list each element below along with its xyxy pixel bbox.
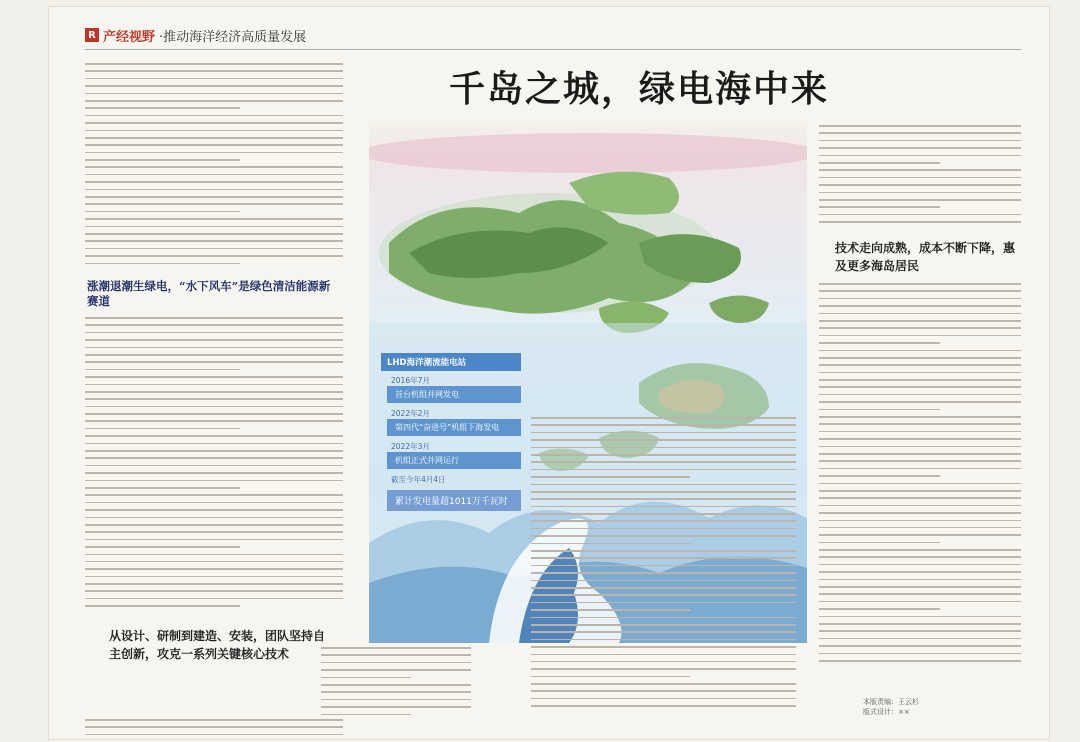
text-line bbox=[85, 428, 240, 430]
text-line bbox=[321, 677, 411, 679]
text-line bbox=[85, 502, 343, 504]
timeline-item: 2022年3月 机组正式并网运行 bbox=[381, 441, 521, 469]
text-line bbox=[819, 490, 1021, 492]
text-line bbox=[85, 115, 343, 117]
text-line bbox=[819, 162, 940, 164]
text-line bbox=[85, 539, 343, 541]
text-line bbox=[819, 184, 1021, 186]
editor-credits bbox=[863, 697, 919, 717]
text-line bbox=[819, 423, 1021, 425]
text-line bbox=[819, 453, 1021, 455]
text-line bbox=[819, 623, 1021, 625]
text-line bbox=[531, 469, 796, 471]
right-column-text-2 bbox=[819, 283, 1021, 667]
text-line bbox=[85, 509, 343, 511]
text-line bbox=[321, 647, 471, 649]
text-line bbox=[819, 645, 1021, 647]
text-line bbox=[85, 734, 343, 736]
text-line bbox=[819, 147, 1021, 149]
text-line bbox=[531, 594, 796, 596]
text-line bbox=[85, 531, 343, 533]
text-line bbox=[819, 305, 1021, 307]
text-line bbox=[819, 416, 1021, 418]
text-line bbox=[819, 446, 1021, 448]
newspaper-page bbox=[48, 6, 1050, 740]
middle-left-text bbox=[321, 647, 471, 721]
text-line bbox=[85, 354, 343, 356]
text-line bbox=[85, 152, 343, 154]
text-line bbox=[85, 218, 343, 220]
text-line bbox=[531, 698, 796, 700]
text-line bbox=[85, 494, 343, 496]
text-line bbox=[531, 447, 796, 449]
text-line bbox=[531, 454, 796, 456]
text-line bbox=[321, 662, 471, 664]
text-line bbox=[819, 350, 1021, 352]
text-line bbox=[85, 211, 240, 213]
text-line bbox=[531, 602, 796, 604]
milestone-timeline bbox=[381, 353, 521, 516]
text-line bbox=[819, 512, 1021, 514]
text-line bbox=[85, 472, 343, 474]
text-line bbox=[85, 413, 343, 415]
text-line bbox=[531, 461, 796, 463]
text-line bbox=[85, 561, 343, 563]
text-line bbox=[85, 137, 343, 139]
text-line bbox=[85, 189, 343, 191]
text-line bbox=[85, 196, 343, 198]
text-line bbox=[531, 491, 796, 493]
text-line bbox=[819, 386, 1021, 388]
text-line bbox=[531, 543, 690, 545]
text-line bbox=[819, 379, 1021, 381]
text-line bbox=[85, 457, 343, 459]
text-line bbox=[819, 214, 1021, 216]
text-line bbox=[819, 192, 1021, 194]
editor-line: 版式设计：×× bbox=[863, 708, 910, 716]
text-line bbox=[85, 450, 343, 452]
text-line bbox=[85, 255, 343, 257]
text-line bbox=[531, 417, 796, 419]
text-line bbox=[85, 598, 343, 600]
text-line bbox=[85, 376, 343, 378]
text-line bbox=[531, 676, 690, 678]
text-line bbox=[85, 517, 343, 519]
text-line bbox=[85, 317, 343, 319]
text-line bbox=[85, 240, 343, 242]
editor-line: 本版责编：王云杉 bbox=[863, 698, 919, 706]
text-line bbox=[819, 206, 940, 208]
text-line bbox=[531, 617, 796, 619]
text-line bbox=[85, 480, 343, 482]
text-line bbox=[531, 609, 690, 611]
text-line bbox=[819, 483, 1021, 485]
text-line bbox=[819, 593, 1021, 595]
section-name: 产经视野 bbox=[103, 29, 156, 45]
timeline-item: 2022年2月 第四代“奋进号”机组下海发电 bbox=[381, 408, 521, 436]
text-line bbox=[531, 550, 796, 552]
text-line bbox=[85, 487, 240, 489]
text-line bbox=[85, 605, 240, 607]
text-line bbox=[85, 107, 240, 109]
text-line bbox=[85, 248, 343, 250]
text-line bbox=[85, 369, 240, 371]
text-line bbox=[531, 668, 796, 670]
text-line bbox=[85, 85, 343, 87]
right-column-text bbox=[819, 125, 1021, 228]
subhead-tide-power: 涨潮退潮生绿电，“水下风车”是绿色清洁能源新赛道 bbox=[87, 279, 331, 308]
text-line bbox=[819, 140, 1021, 142]
text-line bbox=[531, 506, 796, 508]
subhead-maturity: 技术走向成熟，成本不断下降，惠及更多海岛居民 bbox=[835, 241, 1016, 273]
text-line bbox=[531, 498, 796, 500]
text-line bbox=[85, 226, 343, 228]
text-line bbox=[531, 424, 796, 426]
text-line bbox=[85, 78, 343, 80]
text-line bbox=[85, 332, 343, 334]
middle-column-text bbox=[531, 417, 796, 713]
text-line bbox=[85, 583, 343, 585]
text-line bbox=[85, 339, 343, 341]
text-line bbox=[819, 221, 1021, 223]
text-line bbox=[531, 439, 796, 441]
text-line bbox=[819, 527, 1021, 529]
text-line bbox=[85, 524, 343, 526]
text-line bbox=[819, 630, 1021, 632]
text-line bbox=[531, 484, 796, 486]
section-header bbox=[85, 25, 306, 45]
text-line bbox=[531, 535, 796, 537]
text-line bbox=[819, 564, 1021, 566]
text-line bbox=[819, 608, 940, 610]
text-line bbox=[819, 290, 1021, 292]
text-line bbox=[819, 431, 1021, 433]
text-line bbox=[531, 572, 796, 574]
left-column-text bbox=[85, 63, 343, 270]
text-line bbox=[321, 706, 471, 708]
text-line bbox=[819, 586, 1021, 588]
text-line bbox=[819, 125, 1021, 127]
text-line bbox=[819, 556, 1021, 558]
text-line bbox=[819, 401, 1021, 403]
text-line bbox=[819, 534, 1021, 536]
text-line bbox=[85, 63, 343, 65]
text-line bbox=[819, 542, 940, 544]
text-line bbox=[819, 579, 1021, 581]
text-line bbox=[819, 460, 1021, 462]
timeline-item: 2016年7月 首台机组并网发电 bbox=[381, 375, 521, 403]
text-line bbox=[531, 624, 796, 626]
text-line bbox=[819, 357, 1021, 359]
text-line bbox=[819, 601, 1021, 603]
text-line bbox=[85, 406, 343, 408]
text-line bbox=[819, 199, 1021, 201]
text-line bbox=[819, 313, 1021, 315]
text-line bbox=[531, 432, 796, 434]
text-line bbox=[85, 93, 343, 95]
text-line bbox=[819, 468, 1021, 470]
text-line bbox=[819, 438, 1021, 440]
text-line bbox=[85, 181, 343, 183]
text-line bbox=[819, 132, 1021, 134]
left-column-bottom-text bbox=[85, 719, 343, 741]
text-line bbox=[85, 347, 343, 349]
top-rule bbox=[85, 49, 1021, 50]
text-line bbox=[85, 398, 343, 400]
text-line bbox=[819, 342, 940, 344]
text-line bbox=[85, 233, 343, 235]
text-line bbox=[85, 443, 343, 445]
text-line bbox=[85, 130, 343, 132]
text-line bbox=[85, 144, 343, 146]
text-line bbox=[85, 719, 343, 721]
text-line bbox=[85, 568, 343, 570]
text-line bbox=[819, 364, 1021, 366]
text-line bbox=[85, 263, 240, 265]
timeline-item: 累计发电量超1011万千瓦时 bbox=[381, 490, 521, 511]
text-line bbox=[85, 361, 343, 363]
text-line bbox=[531, 528, 796, 530]
text-line bbox=[321, 691, 471, 693]
subhead-design: 从设计、研制到建造、安装，团队坚持自主创新，攻克一系列关键核心技术 bbox=[109, 629, 326, 661]
text-line bbox=[531, 631, 796, 633]
text-line bbox=[321, 654, 471, 656]
text-line bbox=[531, 661, 796, 663]
text-line bbox=[531, 476, 690, 478]
text-line bbox=[531, 513, 796, 515]
text-line bbox=[321, 699, 471, 701]
left-column-text-2 bbox=[85, 317, 343, 613]
text-line bbox=[85, 554, 343, 556]
text-line bbox=[819, 653, 1021, 655]
text-line bbox=[85, 159, 240, 161]
text-line bbox=[85, 324, 343, 326]
text-line bbox=[819, 409, 940, 411]
text-line bbox=[321, 714, 411, 716]
text-line bbox=[531, 520, 796, 522]
text-line bbox=[819, 497, 1021, 499]
page-title: 千岛之城，绿电海中来 bbox=[449, 68, 830, 110]
section-tagline: ·推动海洋经济高质量发展 bbox=[159, 29, 307, 45]
text-line bbox=[819, 549, 1021, 551]
text-line bbox=[819, 616, 1021, 618]
text-line bbox=[531, 580, 796, 582]
text-line bbox=[819, 335, 1021, 337]
section-mark: R bbox=[85, 28, 99, 42]
text-line bbox=[85, 203, 343, 205]
text-line bbox=[819, 298, 1021, 300]
text-line bbox=[85, 576, 343, 578]
text-line bbox=[531, 683, 796, 685]
text-line bbox=[819, 320, 1021, 322]
text-line bbox=[85, 174, 343, 176]
text-line bbox=[531, 654, 796, 656]
text-line bbox=[819, 505, 1021, 507]
text-line bbox=[85, 122, 343, 124]
text-line bbox=[85, 435, 343, 437]
text-line bbox=[819, 475, 940, 477]
text-line bbox=[819, 283, 1021, 285]
text-line bbox=[531, 705, 796, 707]
text-line bbox=[531, 639, 796, 641]
text-line bbox=[85, 100, 343, 102]
text-line bbox=[321, 684, 471, 686]
text-line bbox=[819, 155, 1021, 157]
text-line bbox=[819, 520, 1021, 522]
text-line bbox=[85, 465, 343, 467]
text-line bbox=[819, 571, 1021, 573]
text-line bbox=[819, 394, 1021, 396]
text-line bbox=[531, 565, 796, 567]
text-line bbox=[819, 177, 1021, 179]
text-line bbox=[819, 660, 1021, 662]
text-line bbox=[531, 690, 796, 692]
text-line bbox=[85, 391, 343, 393]
text-line bbox=[531, 587, 796, 589]
text-line bbox=[819, 169, 1021, 171]
text-line bbox=[531, 646, 796, 648]
text-line bbox=[85, 70, 343, 72]
text-line bbox=[819, 638, 1021, 640]
text-line bbox=[85, 546, 240, 548]
text-line bbox=[85, 420, 343, 422]
text-line bbox=[321, 669, 471, 671]
text-line bbox=[85, 726, 343, 728]
text-line bbox=[531, 557, 796, 559]
text-line bbox=[85, 590, 343, 592]
timeline-title: LHD海洋潮流能电站 bbox=[381, 353, 521, 371]
text-line bbox=[819, 372, 1021, 374]
text-line bbox=[85, 166, 343, 168]
timeline-item: 截至今年4月4日 bbox=[391, 475, 446, 484]
text-line bbox=[85, 384, 343, 386]
text-line bbox=[819, 327, 1021, 329]
